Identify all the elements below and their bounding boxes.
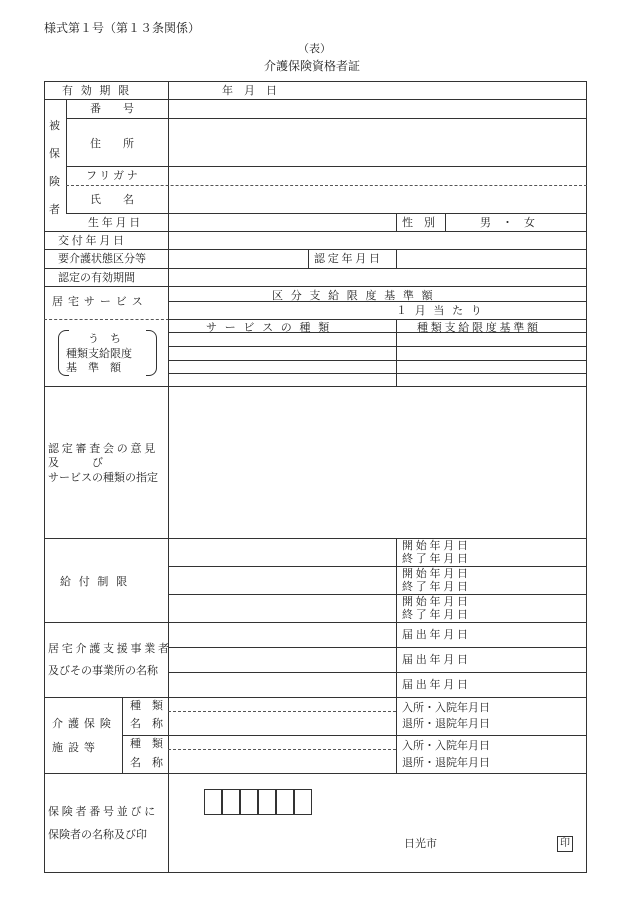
insured-address-label: 住 所 [90, 137, 134, 150]
admission-date-2: 入所・入院年月日 [402, 739, 490, 752]
sex-label: 性 別 [402, 216, 435, 229]
insured-birthdate-label: 生年月日 [88, 216, 143, 229]
facility-type-label-2: 種 類 [130, 737, 163, 750]
insurer-name: 日光市 [404, 837, 437, 850]
sex-options: 男 ・ 女 [480, 216, 535, 229]
home-service-label: 居宅サービス [52, 295, 148, 308]
cert-date-label: 認定年月日 [314, 252, 383, 265]
col-service-type: サービスの種類 [206, 321, 337, 334]
benefit-restriction-label: 給付制限 [60, 575, 135, 588]
discharge-date-2: 退所・退院年月日 [402, 756, 490, 769]
form-number: 様式第１号（第１３条関係） [44, 21, 201, 35]
insured-name-label: 氏 名 [90, 193, 134, 206]
per-month: １月当たり [396, 304, 490, 317]
facility-name-label: 名 称 [130, 717, 163, 730]
facility-type-label: 種 類 [130, 699, 163, 712]
insured-number-label: 番 号 [90, 102, 134, 115]
care-level-label: 要介護状態区分等 [58, 252, 146, 265]
admission-date: 入所・入院年月日 [402, 701, 490, 714]
issue-date-label: 交付年月日 [58, 234, 127, 247]
insured-furigana-label: フリガナ [86, 169, 141, 182]
cert-period-label: 認定の有効期間 [58, 271, 135, 284]
sub-label-uchi: う ち [88, 332, 121, 345]
limit-header: 区分支給限度基準額 [272, 289, 441, 302]
sub-label-limit: 種類支給限度 [66, 347, 132, 360]
discharge-date: 退所・退院年月日 [402, 717, 490, 730]
col-type-limit: 種類支給限度基準額 [417, 321, 541, 334]
form-title: 介護保険資格者証 [264, 59, 361, 73]
sub-label-amount: 基 準 額 [66, 361, 121, 374]
form-side: （表） [298, 42, 331, 55]
validity-label: 有効期限 [62, 84, 137, 97]
seal-stamp: 印 [557, 836, 573, 852]
validity-date: 年 月 日 [222, 84, 277, 97]
facility-name-label-2: 名 称 [130, 756, 163, 769]
